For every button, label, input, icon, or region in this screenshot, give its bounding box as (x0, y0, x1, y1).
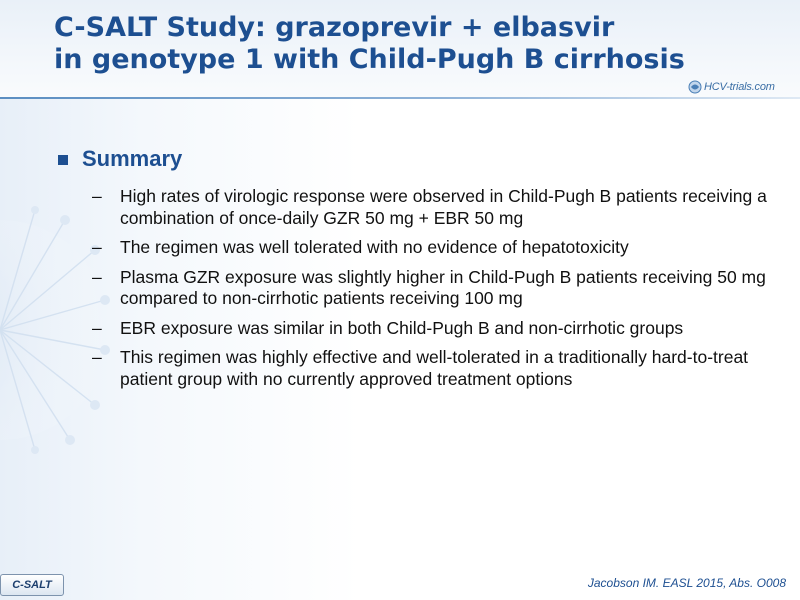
dash-bullet: – (92, 317, 102, 338)
title-line-1: C-SALT Study: grazoprevir + elbasvir (54, 12, 615, 43)
square-bullet-icon (58, 155, 68, 165)
summary-heading (58, 146, 182, 172)
list-item (92, 186, 782, 229)
hcv-trials-logo-icon (688, 80, 702, 94)
dash-bullet: – (92, 347, 102, 367)
list-item-text: The regimen was well tolerated with no evidence of hepatotoxicity (120, 237, 629, 257)
dash-bullet: – (92, 237, 102, 257)
logo-text: HCV-trials.com (704, 81, 775, 93)
dash-bullet: – (92, 266, 102, 287)
page-title (54, 12, 754, 76)
list-item (92, 318, 782, 340)
dash-bullet: – (92, 186, 102, 206)
summary-list (92, 186, 782, 398)
list-item-text: Plasma GZR exposure was slightly higher in Child-Pugh B patients receiving 50 mg compared to non-cirrhotic patients receiving 100 mg (120, 266, 766, 308)
study-badge: C-SALT (0, 574, 64, 596)
citation: Jacobson IM. EASL 2015, Abs. O008 (587, 576, 786, 590)
summary-label: Summary (82, 146, 183, 171)
list-item-text: High rates of virologic response were observed in Child-Pugh B patients receiving a combination of once-daily GZR 50 mg + EBR 50 mg (120, 186, 767, 228)
hcv-trials-logo (688, 78, 775, 96)
title-divider (0, 97, 800, 99)
title-line-2: in genotype 1 with Child-Pugh B cirrhosis (54, 44, 685, 75)
list-item-text: This regimen was highly effective and well-tolerated in a traditionally hard-to-treat patient group with no currently approved treatment options (120, 347, 749, 389)
list-item-text: EBR exposure was similar in both Child-Pugh B and non-cirrhotic groups (120, 317, 684, 338)
list-item (92, 347, 782, 390)
list-item (92, 267, 782, 310)
list-item (92, 237, 782, 259)
